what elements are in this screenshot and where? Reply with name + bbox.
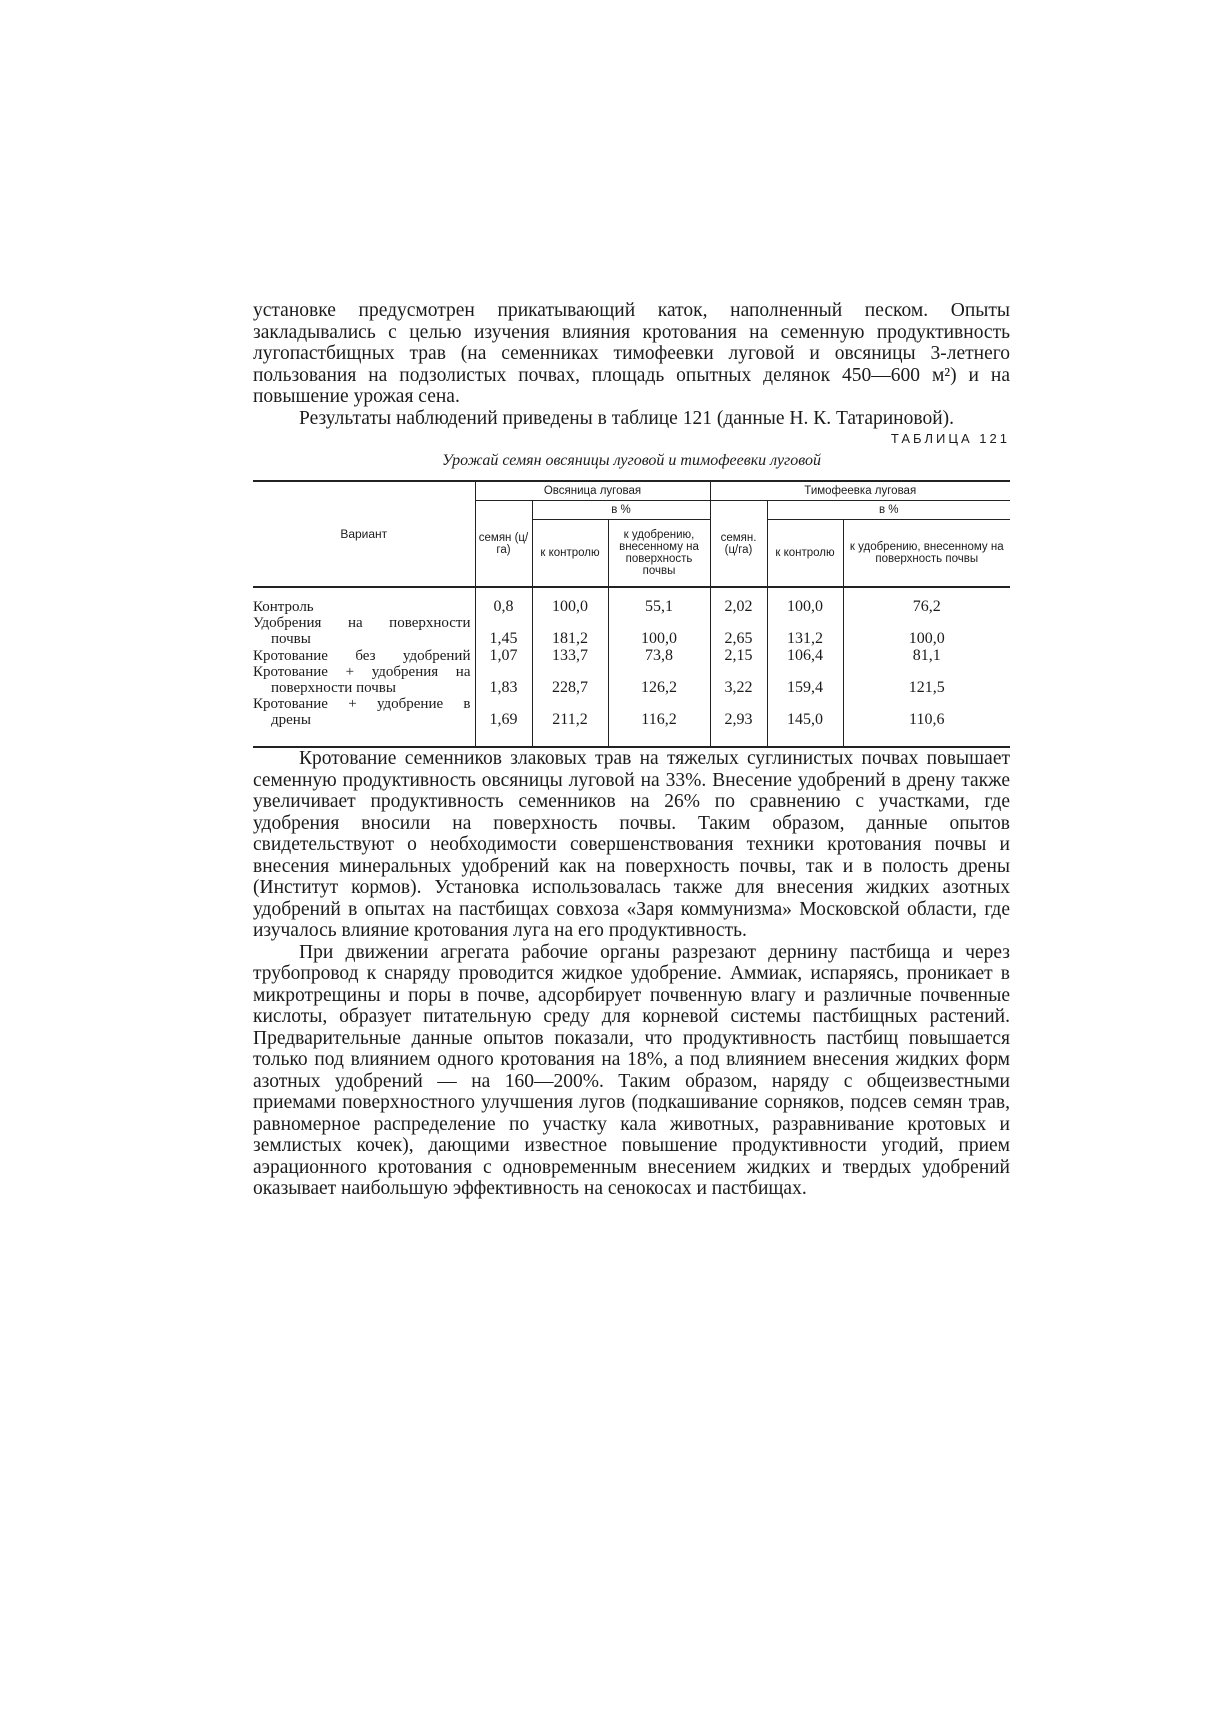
row-variant: Контроль xyxy=(253,599,314,615)
header-to-control-2: к контролю xyxy=(767,520,843,588)
cell-value: 2,15 xyxy=(710,647,767,664)
cell-value: 126,2 xyxy=(608,664,710,696)
table-row xyxy=(253,664,1010,696)
cell-value: 100,0 xyxy=(532,598,608,615)
yield-table xyxy=(253,480,1010,748)
row-variant: Кротование + удобрение в xyxy=(253,696,471,712)
cell-value: 81,1 xyxy=(843,647,1010,664)
cell-value: 228,7 xyxy=(532,664,608,696)
cell-value: 100,0 xyxy=(608,615,710,647)
row-variant: Удобрения на поверхности xyxy=(253,615,471,631)
header-to-fert-2: к удобрению, внесенному на поверхность почвы xyxy=(843,520,1010,588)
intro-paragraph-results: Результаты наблюдений приведены в таблице 121 (данные Н. К. Татариновой). xyxy=(299,407,954,429)
table-number: ТАБЛИЦА 121 xyxy=(890,431,1010,446)
cell-value: 116,2 xyxy=(608,696,710,747)
table-title: Урожай семян овсяницы луговой и тимофеевки луговой xyxy=(441,452,822,469)
cell-value: 1,45 xyxy=(475,615,532,647)
row-variant: Кротование + удобрения на xyxy=(253,664,471,680)
cell-value: 2,65 xyxy=(710,615,767,647)
cell-value: 1,69 xyxy=(475,696,532,747)
table-row xyxy=(253,647,1010,664)
header-pct-2: в % xyxy=(767,501,1010,520)
cell-value: 2,93 xyxy=(710,696,767,747)
cell-value: 3,22 xyxy=(710,664,767,696)
cell-value: 133,7 xyxy=(532,647,608,664)
table-row xyxy=(253,598,1010,615)
body-paragraph: Кротование семенников злаковых трав на тяжелых суглинистых почвах повышает семенную продуктивность овсяницы луговой на 33%. Внесение удобрений в дрену также увеличивает продуктивность семенников на 26% по сравнению с участками, где удобрения вносили на поверхность почвы. Таким образом, данные опытов свидетельствуют о необходимости совершенствования техники кротования почвы и внесения минеральных удобрений как на поверхность почвы, так и в полость дрены (Институт кормов). Установка использовалась также для внесения жидких азотных удобрений в опытах на пастбищах совхоза «Заря коммунизма» Московской области, где изучалось влияние кротования луга на его продуктивность. xyxy=(253,748,1010,941)
header-group-timothy: Тимофеевка луговая xyxy=(710,481,1010,501)
body-paragraph: При движении агрегата рабочие органы разрезают дернину пастбища и через трубопровод к снаряду проводится жидкое удобрение. Аммиак, испаряясь, проникает в микротрещины и поры в почве, адсорбирует почвенную влагу и различные почвенные кислоты, образует питательную среду для корневой системы пастбищных растений. Предварительные данные опытов показали, что продуктивность пастбищ повышается только под влиянием одного кротования на 18%, а под влиянием внесения жидких форм азотных удобрений — на 160—200%. Таким образом, наряду с общеизвестными приемами поверхностного улучшения лугов (подкашивание сорняков, подсев семян трав, равномерное распределение по участку кала животных, разравнивание кротовых и землистых кочек), дающими известное повышение продуктивности угодий, прием аэрационного кротования с одновременным внесением жидких и твердых удобрений оказывает наибольшую эффективность на сенокосах и пастбищах. xyxy=(253,941,1010,1199)
cell-value: 1,07 xyxy=(475,647,532,664)
cell-value: 131,2 xyxy=(767,615,843,647)
cell-value: 121,5 xyxy=(843,664,1010,696)
row-variant-cont: дрены xyxy=(271,712,311,728)
cell-value: 181,2 xyxy=(532,615,608,647)
header-seeds-2: семян. (ц/га) xyxy=(710,501,767,588)
cell-value: 211,2 xyxy=(532,696,608,747)
row-variant: Кротование без удобрений xyxy=(253,648,471,664)
cell-value: 55,1 xyxy=(608,598,710,615)
table-row xyxy=(253,696,1010,747)
header-pct-1: в % xyxy=(532,501,710,520)
cell-value: 1,83 xyxy=(475,664,532,696)
cell-value: 100,0 xyxy=(843,615,1010,647)
header-seeds-1: семян (ц/га) xyxy=(475,501,532,588)
header-to-fert-1: к удобрению, внесенному на поверхность почвы xyxy=(608,520,710,588)
row-variant-cont: почвы xyxy=(271,631,311,647)
cell-value: 145,0 xyxy=(767,696,843,747)
cell-value: 159,4 xyxy=(767,664,843,696)
page xyxy=(253,300,1010,1200)
cell-value: 110,6 xyxy=(843,696,1010,747)
cell-value: 73,8 xyxy=(608,647,710,664)
table-row xyxy=(253,615,1010,647)
intro-paragraph: установке предусмотрен прикатывающий каток, наполненный песком. Опыты закладывались с целью изучения влияния кротования на семенную продуктивность лугопастбищных трав (на семенниках тимофеевки луговой и овсяницы 3-летнего пользования на подзолистых почвах, площадь опытных делянок 450—600 м²) и на повышение урожая сена. xyxy=(253,300,1010,407)
cell-value: 76,2 xyxy=(843,598,1010,615)
cell-value: 2,02 xyxy=(710,598,767,615)
header-group-fescue: Овсяница луговая xyxy=(475,481,710,501)
header-to-control-1: к контролю xyxy=(532,520,608,588)
header-variant: Вариант xyxy=(253,481,475,587)
cell-value: 106,4 xyxy=(767,647,843,664)
cell-value: 0,8 xyxy=(475,598,532,615)
row-variant-cont: поверхности почвы xyxy=(271,680,396,696)
cell-value: 100,0 xyxy=(767,598,843,615)
